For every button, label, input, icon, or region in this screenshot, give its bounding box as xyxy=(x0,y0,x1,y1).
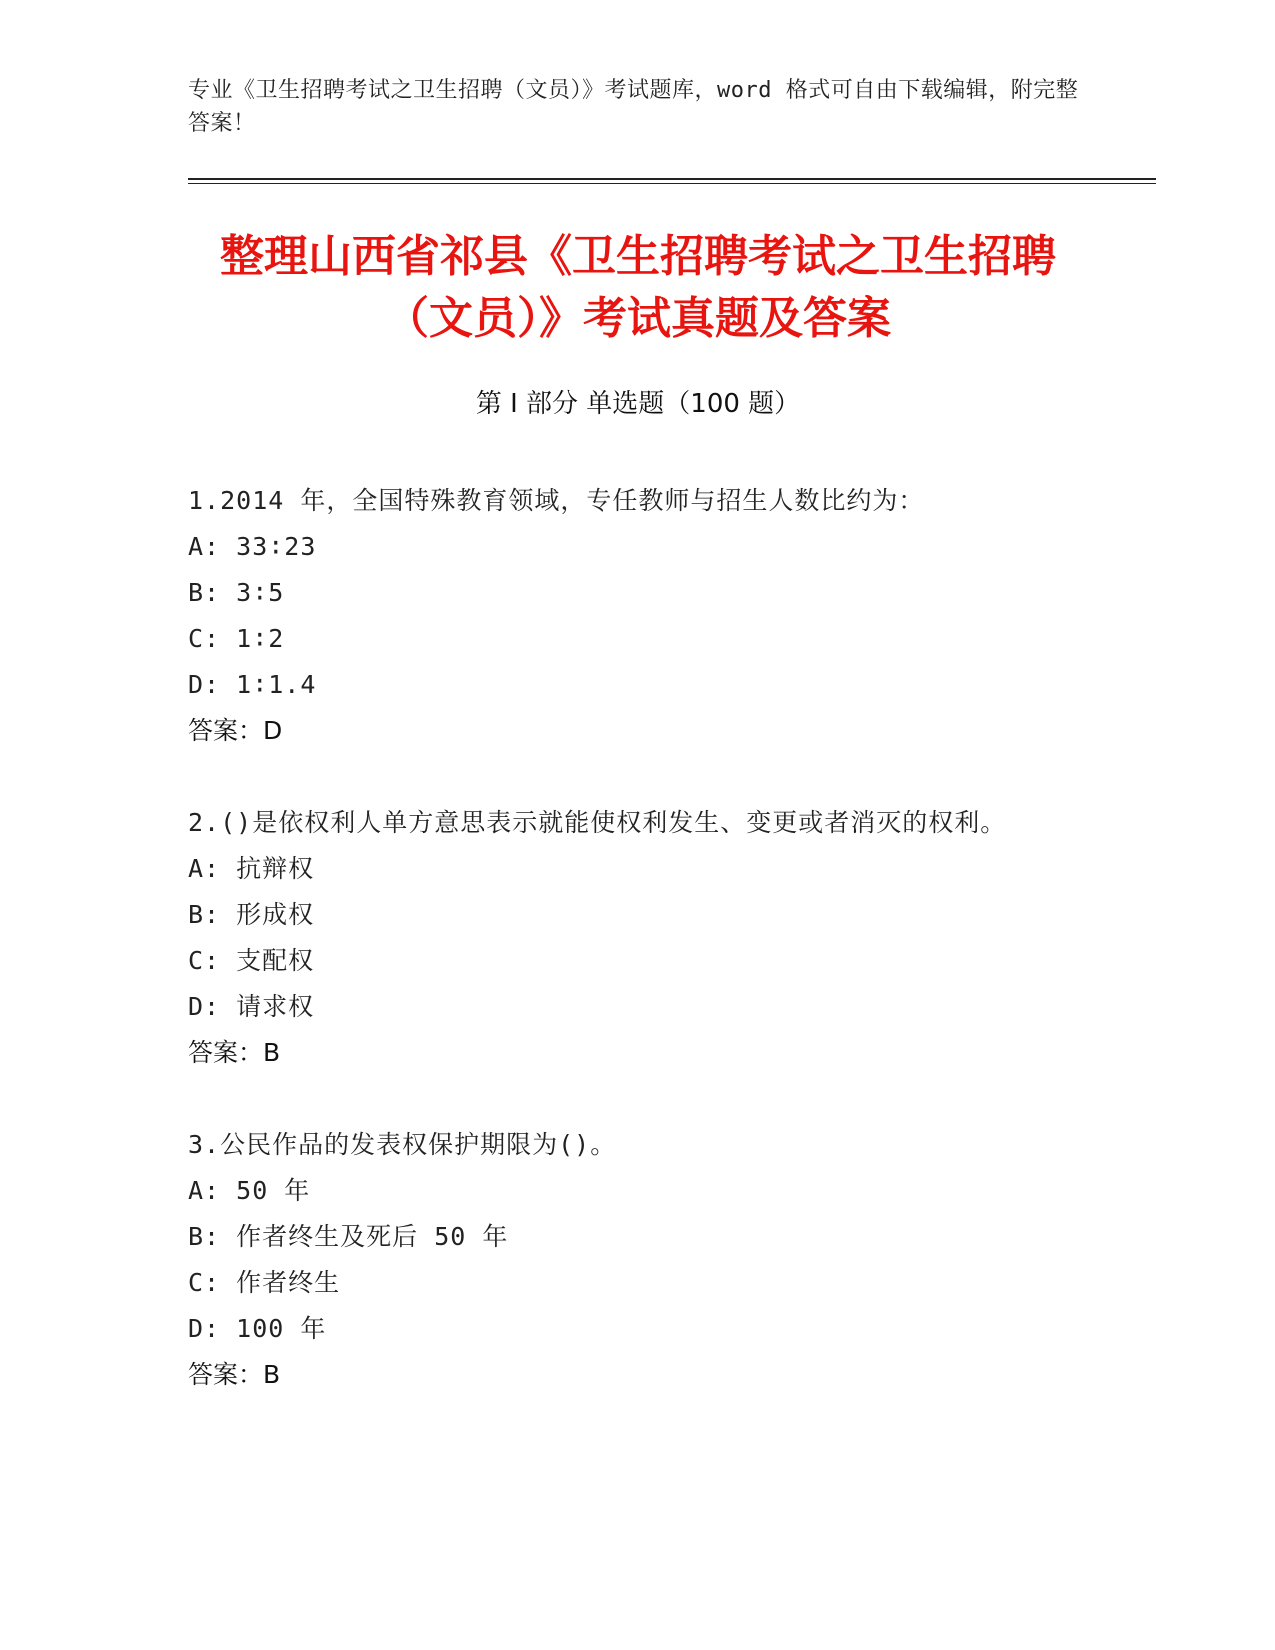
question-stem: 3.公民作品的发表权保护期限为()。 xyxy=(188,1130,617,1159)
question-2 xyxy=(188,800,1088,1076)
option-a: A: 33∶23 xyxy=(188,532,317,561)
option-a: A: 抗辩权 xyxy=(188,854,315,883)
document-title: 整理山西省祁县《卫生招聘考试之卫生招聘（文员）》考试真题及答案 xyxy=(220,231,1056,344)
option-d: D: 100 年 xyxy=(188,1314,327,1343)
header-divider-thin xyxy=(188,183,1156,184)
question-stem: 2.()是依权利人单方意思表示就能使权利发生、变更或者消灭的权利。 xyxy=(188,808,1007,837)
question-list xyxy=(188,478,1088,1444)
answer-line: 答案：B xyxy=(188,1360,281,1389)
header-divider xyxy=(188,178,1156,180)
header-note: 专业《卫生招聘考试之卫生招聘（文员）》考试题库，word 格式可自由下载编辑，附完整答案！ xyxy=(188,78,1079,136)
option-c: C: 作者终生 xyxy=(188,1268,341,1297)
answer-line: 答案：B xyxy=(188,1038,281,1067)
option-a: A: 50 年 xyxy=(188,1176,311,1205)
option-c: C: 1∶2 xyxy=(188,624,285,653)
question-1 xyxy=(188,478,1088,754)
option-d: D: 1∶1.4 xyxy=(188,670,317,699)
question-stem: 1.2014 年，全国特殊教育领域，专任教师与招生人数比约为： xyxy=(188,486,925,515)
answer-line: 答案：D xyxy=(188,716,283,745)
option-b: B: 形成权 xyxy=(188,900,315,929)
section-heading: 第 I 部分 单选题（100 题） xyxy=(475,389,801,419)
option-b: B: 3∶5 xyxy=(188,578,285,607)
option-b: B: 作者终生及死后 50 年 xyxy=(188,1222,509,1251)
option-d: D: 请求权 xyxy=(188,992,315,1021)
question-3 xyxy=(188,1122,1088,1398)
option-c: C: 支配权 xyxy=(188,946,315,975)
